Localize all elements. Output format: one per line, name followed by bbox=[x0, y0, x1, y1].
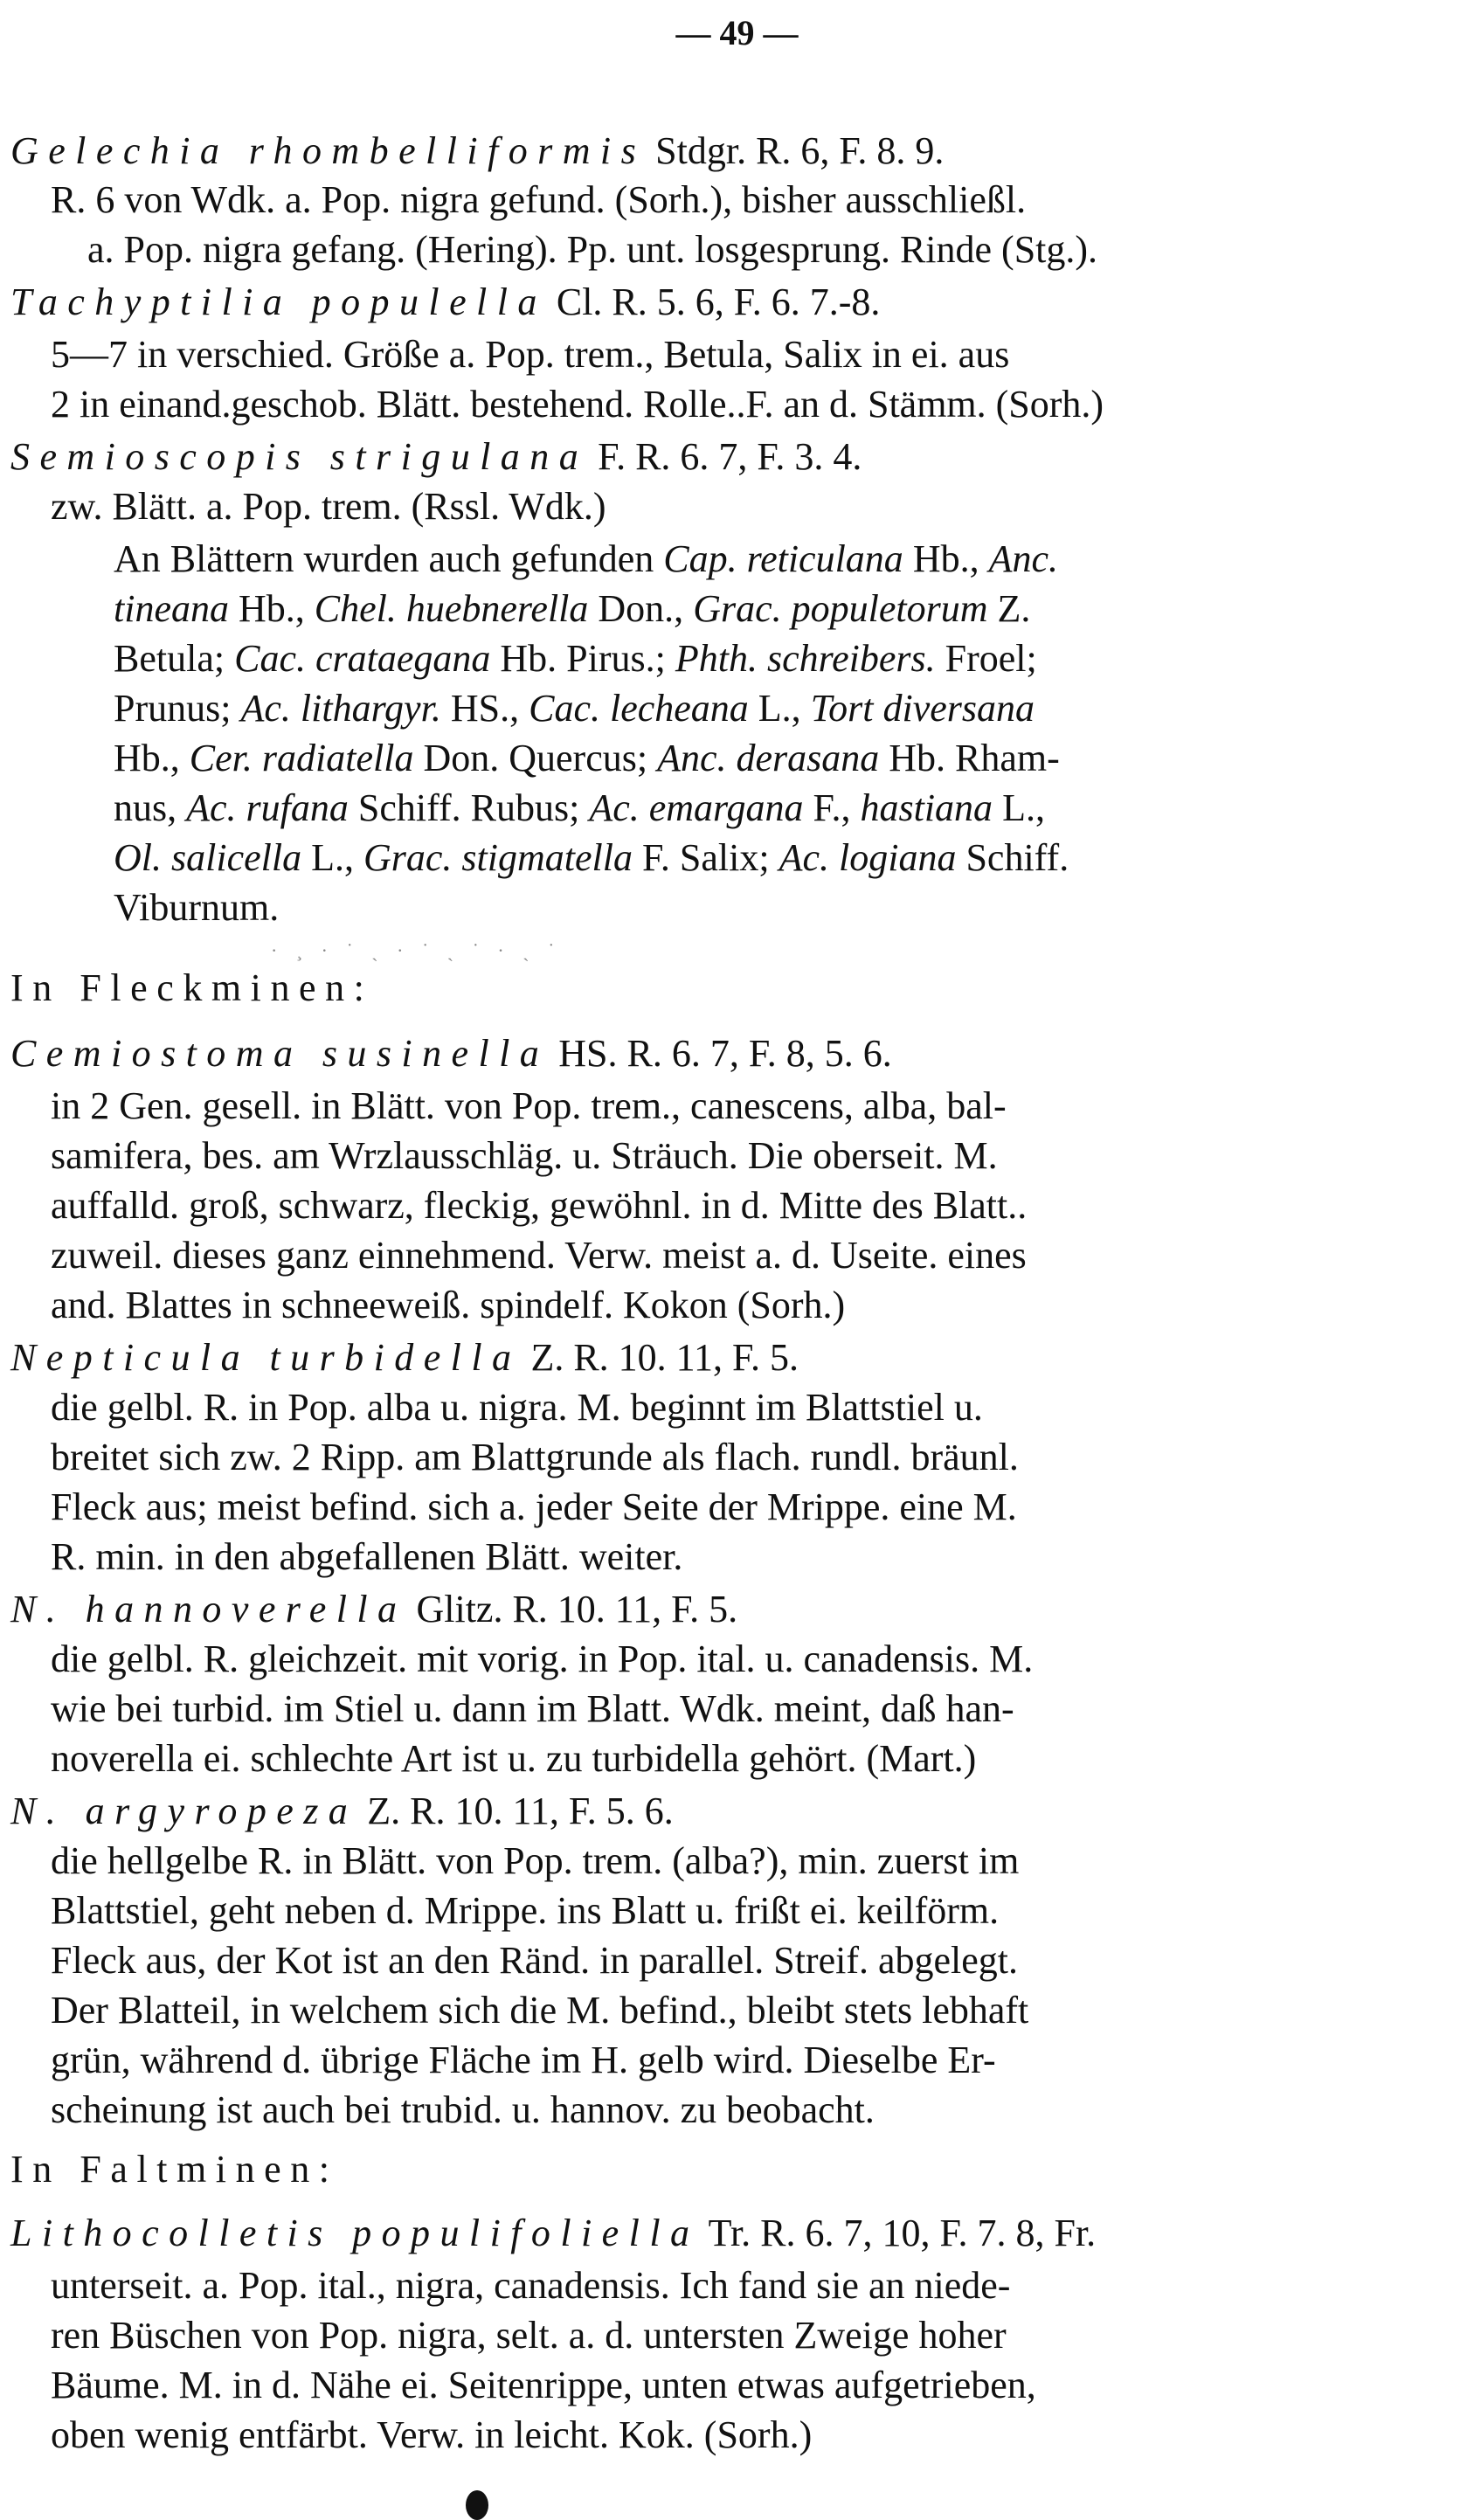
entry-text-line bbox=[51, 1183, 1027, 1229]
text-run: Betula; bbox=[114, 637, 235, 680]
text-run: R. 6 von Wdk. a. Pop. nigra gefund. (Sorh.), bisher ausschließl. bbox=[51, 178, 1027, 221]
faint-handwriting-mark: · ¸ · ˙ ˏ · ˙ ˏ ˙ · ˏ ˙ bbox=[271, 939, 562, 961]
text-run: unterseit. a. Pop. ital., nigra, canadensis. Ich fand sie an niede- bbox=[51, 2264, 1011, 2307]
entry-text-line bbox=[51, 2313, 1007, 2358]
entry-heading-fleckminen bbox=[10, 966, 373, 1011]
text-run: noverella ei. schlechte Art ist u. zu turbidella gehört. (Mart.) bbox=[51, 1737, 977, 1780]
text-run: Hb., bbox=[903, 537, 989, 580]
text-run: HS., bbox=[440, 687, 529, 730]
text-run: nus, bbox=[114, 786, 187, 829]
text-run: a. Pop. nigra gefang. (Hering). Pp. unt. losgesprung. Rinde (Stg.). bbox=[87, 228, 1098, 271]
text-run: L., bbox=[301, 836, 363, 879]
text-run: die gelbl. R. gleichzeit. mit vorig. in Pop. ital. u. canadensis. M. bbox=[51, 1637, 1034, 1680]
taxon-name: Cac. crataegana bbox=[234, 637, 491, 680]
entry-text-line bbox=[114, 586, 1030, 632]
entry-text-line bbox=[51, 1888, 999, 1934]
text-run: Tr. R. 6. 7, 10, F. 7. 8, Fr. bbox=[699, 2212, 1097, 2254]
entry-text-line bbox=[51, 332, 1009, 377]
taxon-name: Phth. schreibers. bbox=[675, 637, 936, 680]
entry-heading-cemiostoma bbox=[10, 1031, 892, 1077]
text-run: Z. R. 10. 11, F. 5. 6. bbox=[357, 1790, 674, 1832]
text-run: Don., bbox=[588, 587, 694, 630]
taxon-name: Grac. stigmatella bbox=[363, 836, 633, 879]
text-run: Prunus; bbox=[114, 687, 241, 730]
text-run: R. min. in den abgefallenen Blätt. weiter. bbox=[51, 1535, 683, 1578]
entry-text-line bbox=[51, 1534, 682, 1580]
text-run: Der Blatteil, in welchem sich die M. befind., bleibt stets lebhaft bbox=[51, 1989, 1029, 2032]
entry-text-line bbox=[51, 2263, 1010, 2309]
entry-text-line bbox=[51, 1736, 976, 1782]
taxon-name: Grac. populetorum bbox=[693, 587, 988, 630]
text-run: F. R. 6. 7, F. 3. 4. bbox=[588, 435, 862, 478]
text-run: Don. Quercus; bbox=[413, 737, 658, 779]
entry-text-line bbox=[51, 1838, 1019, 1884]
entry-text-line bbox=[51, 1485, 1017, 1530]
text-run: Viburnum. bbox=[114, 886, 280, 929]
page-number: — 49 — bbox=[675, 13, 799, 52]
entry-text-line bbox=[51, 382, 1104, 427]
entry-text-line bbox=[51, 2363, 1036, 2408]
text-run: Blattstiel, geht neben d. Mrippe. ins Blatt u. frißt ei. keilförm. bbox=[51, 1889, 1000, 1932]
entry-text-line bbox=[51, 1283, 845, 1328]
text-run: and. Blattes in schneeweiß. spindelf. Kokon (Sorh.) bbox=[51, 1284, 846, 1326]
text-run: Fleck aus, der Kot ist an den Ränd. in parallel. Streif. abgelegt. bbox=[51, 1939, 1019, 1982]
entry-text-line bbox=[51, 1133, 998, 1179]
entry-heading-semioscopis bbox=[10, 434, 862, 480]
entry-heading-n-argyropeza bbox=[10, 1789, 674, 1834]
taxon-name: Tort diversana bbox=[810, 687, 1035, 730]
entry-text-line bbox=[51, 1435, 1019, 1480]
taxon-name: Ac. rufana bbox=[186, 786, 349, 829]
entry-text-line bbox=[87, 227, 1097, 273]
text-run: Hb., bbox=[228, 587, 315, 630]
text-run: Bäume. M. in d. Nähe ei. Seitenrippe, unten etwas aufgetrieben, bbox=[51, 2364, 1036, 2406]
entry-text-line bbox=[114, 885, 279, 931]
taxon-name: Chel. huebnerella bbox=[314, 587, 589, 630]
entry-text-line bbox=[51, 1988, 1028, 2033]
text-run: 2 in einand.geschob. Blätt. bestehend. Rolle..F. an d. Stämm. (Sorh.) bbox=[51, 383, 1104, 426]
entry-heading-gelechia bbox=[10, 128, 944, 174]
entry-heading-faltminen bbox=[10, 2147, 339, 2192]
text-run: Fleck aus; meist befind. sich a. jeder Seite der Mrippe. eine M. bbox=[51, 1485, 1017, 1528]
entry-text-line bbox=[114, 686, 1035, 731]
species-name: Semioscopis strigulana bbox=[10, 435, 589, 478]
text-run: HS. R. 6. 7, F. 8, 5. 6. bbox=[549, 1032, 892, 1075]
text-run: Cl. R. 5. 6, F. 6. 7.-8. bbox=[546, 280, 881, 323]
entry-text-line bbox=[114, 786, 1045, 831]
taxon-name: Ol. salicella bbox=[114, 836, 302, 879]
text-run: breitet sich zw. 2 Ripp. am Blattgrunde als flach. rundl. bräunl. bbox=[51, 1436, 1019, 1478]
entry-text-line bbox=[114, 736, 1060, 781]
text-run: 5—7 in verschied. Größe a. Pop. trem., Betula, Salix in ei. aus bbox=[51, 333, 1010, 376]
species-name: Cemiostoma susinella bbox=[10, 1032, 550, 1075]
section-heading: In Fleckminen: bbox=[10, 966, 374, 1009]
text-run: scheinung ist auch bei trubid. u. hannov. zu beobacht. bbox=[51, 2088, 875, 2131]
text-run: Hb. Rham- bbox=[879, 737, 1060, 779]
taxon-name: Cer. radiatella bbox=[189, 737, 414, 779]
entry-heading-lithocolletis bbox=[10, 2211, 1096, 2256]
text-run: oben wenig entfärbt. Verw. in leicht. Kok. (Sorh.) bbox=[51, 2413, 813, 2456]
text-run: Froel; bbox=[935, 637, 1037, 680]
entry-text-line bbox=[51, 484, 606, 530]
entry-text-line bbox=[51, 1083, 1007, 1129]
text-run: die gelbl. R. in Pop. alba u. nigra. M. beginnt im Blattstiel u. bbox=[51, 1386, 983, 1429]
taxon-name: Cac. lecheana bbox=[529, 687, 749, 730]
taxon-name: Ac. emargana bbox=[589, 786, 804, 829]
text-run: wie bei turbid. im Stiel u. dann im Blatt. Wdk. meint, daß han- bbox=[51, 1687, 1014, 1730]
species-name: Nepticula turbidella bbox=[10, 1336, 522, 1379]
entry-text-line bbox=[51, 177, 1026, 223]
entry-text-line bbox=[114, 636, 1037, 682]
text-run: Hb. Pirus.; bbox=[490, 637, 675, 680]
entry-text-line bbox=[51, 1686, 1014, 1732]
section-heading: In Faltminen: bbox=[10, 2148, 339, 2191]
text-run: Hb., bbox=[114, 737, 190, 779]
entry-text-line bbox=[114, 835, 1069, 881]
taxon-name: Ac. logiana bbox=[779, 836, 957, 879]
text-run: Z. R. 10. 11, F. 5. bbox=[521, 1336, 799, 1379]
entry-heading-n-hannoverella bbox=[10, 1587, 737, 1632]
text-run: Glitz. R. 10. 11, F. 5. bbox=[406, 1588, 738, 1630]
species-name: N. argyropeza bbox=[10, 1790, 358, 1832]
text-run: Z. bbox=[987, 587, 1031, 630]
text-run: ren Büschen von Pop. nigra, selt. a. d. untersten Zweige hoher bbox=[51, 2314, 1007, 2357]
text-run: F. Salix; bbox=[632, 836, 779, 879]
text-run: zw. Blätt. a. Pop. trem. (Rssl. Wdk.) bbox=[51, 485, 606, 528]
entry-heading-tachyptilia bbox=[10, 280, 880, 325]
text-run: L., bbox=[748, 687, 811, 730]
entry-text-line bbox=[51, 1938, 1018, 1983]
text-run: zuweil. dieses ganz einnehmend. Verw. meist a. d. Useite. eines bbox=[51, 1234, 1027, 1277]
text-run: An Blättern wurden auch gefunden bbox=[114, 537, 664, 580]
entry-text-line bbox=[51, 1637, 1033, 1682]
text-run: in 2 Gen. gesell. in Blätt. von Pop. trem., canescens, alba, bal- bbox=[51, 1084, 1007, 1127]
text-run: Schiff. Rubus; bbox=[348, 786, 590, 829]
species-name: N. hannoverella bbox=[10, 1588, 407, 1630]
taxon-name: Anc. bbox=[988, 537, 1058, 580]
text-run: Stdgr. R. 6, F. 8. 9. bbox=[646, 129, 945, 172]
taxon-name: Ac. lithargyr. bbox=[240, 687, 441, 730]
taxon-name: tineana bbox=[114, 587, 229, 630]
text-run: samifera, bes. am Wrzlausschläg. u. Sträuch. Die oberseit. M. bbox=[51, 1134, 998, 1177]
text-run: auffalld. groß, schwarz, fleckig, gewöhnl. in d. Mitte des Blatt.. bbox=[51, 1184, 1028, 1227]
entry-text-line bbox=[51, 2413, 812, 2458]
species-name: Tachyptilia populella bbox=[10, 280, 547, 323]
species-name: Gelechia rhombelliformis bbox=[10, 129, 647, 172]
taxon-name: hastiana bbox=[860, 786, 993, 829]
entry-text-line bbox=[51, 2038, 996, 2083]
taxon-name: Anc. derasana bbox=[657, 737, 880, 779]
species-name: Lithocolletis populifoliella bbox=[10, 2212, 700, 2254]
text-run: L., bbox=[993, 786, 1045, 829]
text-run: grün, während d. übrige Fläche im H. gelb wird. Dieselbe Er- bbox=[51, 2039, 996, 2081]
entry-heading-nepticula-turbidella bbox=[10, 1335, 799, 1381]
text-run: Schiff. bbox=[956, 836, 1069, 879]
entry-text-line bbox=[51, 1233, 1027, 1278]
entry-text-line bbox=[51, 1385, 983, 1430]
entry-text-line bbox=[51, 2087, 875, 2133]
text-run: F., bbox=[803, 786, 861, 829]
taxon-name: Cap. reticulana bbox=[663, 537, 903, 580]
ink-blot bbox=[466, 2490, 488, 2520]
entry-text-line bbox=[114, 537, 1058, 582]
text-run: die hellgelbe R. in Blätt. von Pop. trem. (alba?), min. zuerst im bbox=[51, 1839, 1020, 1882]
